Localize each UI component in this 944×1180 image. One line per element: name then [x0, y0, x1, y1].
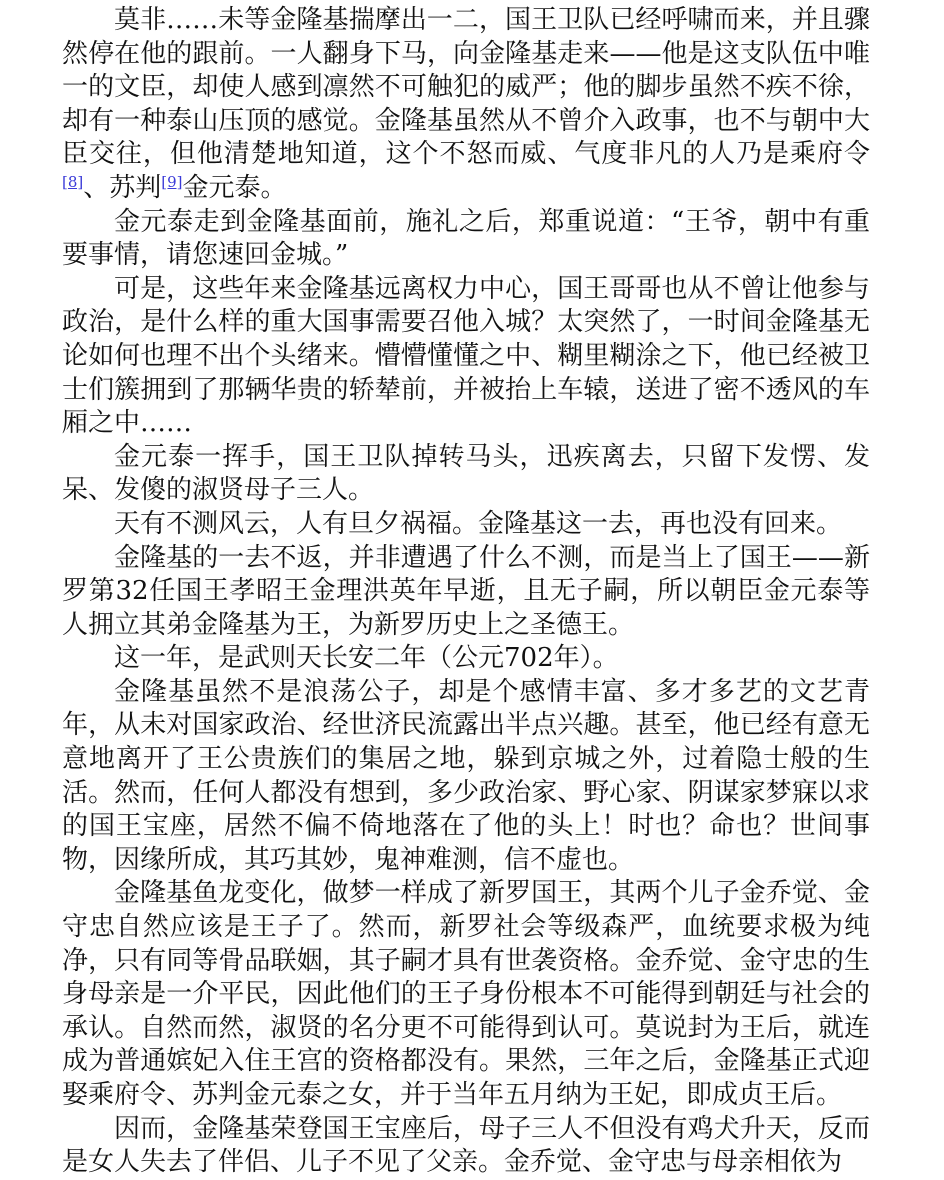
paragraph: 可是，这些年来金隆基远离权力中心，国王哥哥也从不曾让他参与政治，是什么样的重大国事需要召他入城？太突然了，一时间金隆基无论如何也理不出个头绪来。懵懵懂懂之中、糊里糊涂之下，他已经被卫士们簇拥到了那辆华贵的轿辇前，并被抬上车辕，送进了密不透风的车厢之中……: [62, 273, 870, 439]
paragraph: 金隆基鱼龙变化，做梦一样成了新罗国王，其两个儿子金乔觉、金守忠自然应该是王子了。然而，新罗社会等级森严，血统要求极为纯净，只有同等骨品联姻，其子嗣才具有世袭资格。金乔觉、金守忠的生身母亲是一介平民，因此他们的王子身份根本不可能得到朝廷与社会的承认。自然而然，淑贤的名分更不可能得到认可。莫说封为王后，就连成为普通嫔妃入住王宫的资格都没有。果然，三年之后，金隆基正式迎娶乘府令、苏判金元泰之女，并于当年五月纳为王妃，即成贞王后。: [62, 878, 870, 1110]
paragraph: 因而，金隆基荣登国王宝座后，母子三人不但没有鸡犬升天，反而是女人失去了伴侣、儿子不见了父亲。金乔觉、金守忠与母亲相依为: [62, 1113, 870, 1178]
footnote-link-9[interactable]: [9]: [161, 172, 183, 191]
footnote-link-8[interactable]: [8]: [62, 172, 84, 191]
paragraph: 金隆基虽然不是浪荡公子，却是个感情丰富、多才多艺的文艺青年，从未对国家政治、经世济民流露出半点兴趣。甚至，他已经有意无意地离开了王公贵族们的集居之地，躲到京城之外，过着隐士般的生活。然而，任何人都没有想到，多少政治家、野心家、阴谋家梦寐以求的国王宝座，居然不偏不倚地落在了他的头上！时也？命也？世间事物，因缘所成，其巧其妙，鬼神难测，信不虚也。: [62, 676, 870, 875]
paragraph: 天有不测风云，人有旦夕祸福。金隆基这一去，再也没有回来。: [114, 508, 843, 539]
paragraph: [62, 4, 870, 206]
paragraph-text: 莫非……未等金隆基揣摩出一二，国王卫队已经呼啸而来，并且骤然停在他的跟前。一人翻身下马，向金隆基走来——他是这支队伍中唯一的文臣，却使人感到凛然不可触犯的威严；他的脚步虽然不疾不徐，却有一种泰山压顶的感觉。金隆基虽然从不曾介入政事，也不与朝中大臣交往，但他清楚地知道，这个不怒而威、气度非凡的人乃是乘府令: [62, 5, 870, 170]
paragraph: 这一年，是武则天长安二年（公元702年）。: [114, 643, 619, 674]
article-body: [62, 4, 870, 1180]
paragraph-text: 金元泰。: [182, 172, 287, 203]
paragraph-text: 、苏判: [83, 172, 162, 203]
paragraph: 金隆基的一去不返，并非遭遇了什么不测，而是当上了国王——新罗第32任国王孝昭王金理洪英年早逝，且无子嗣，所以朝臣金元泰等人拥立其弟金隆基为王，为新罗历史上之圣德王。: [62, 542, 870, 640]
paragraph: 金元泰一挥手，国王卫队掉转马头，迅疾离去，只留下发愣、发呆、发傻的淑贤母子三人。: [62, 441, 870, 506]
paragraph: 金元泰走到金隆基面前，施礼之后，郑重说道：“王爷，朝中有重要事情，请您速回金城。”: [62, 206, 870, 271]
